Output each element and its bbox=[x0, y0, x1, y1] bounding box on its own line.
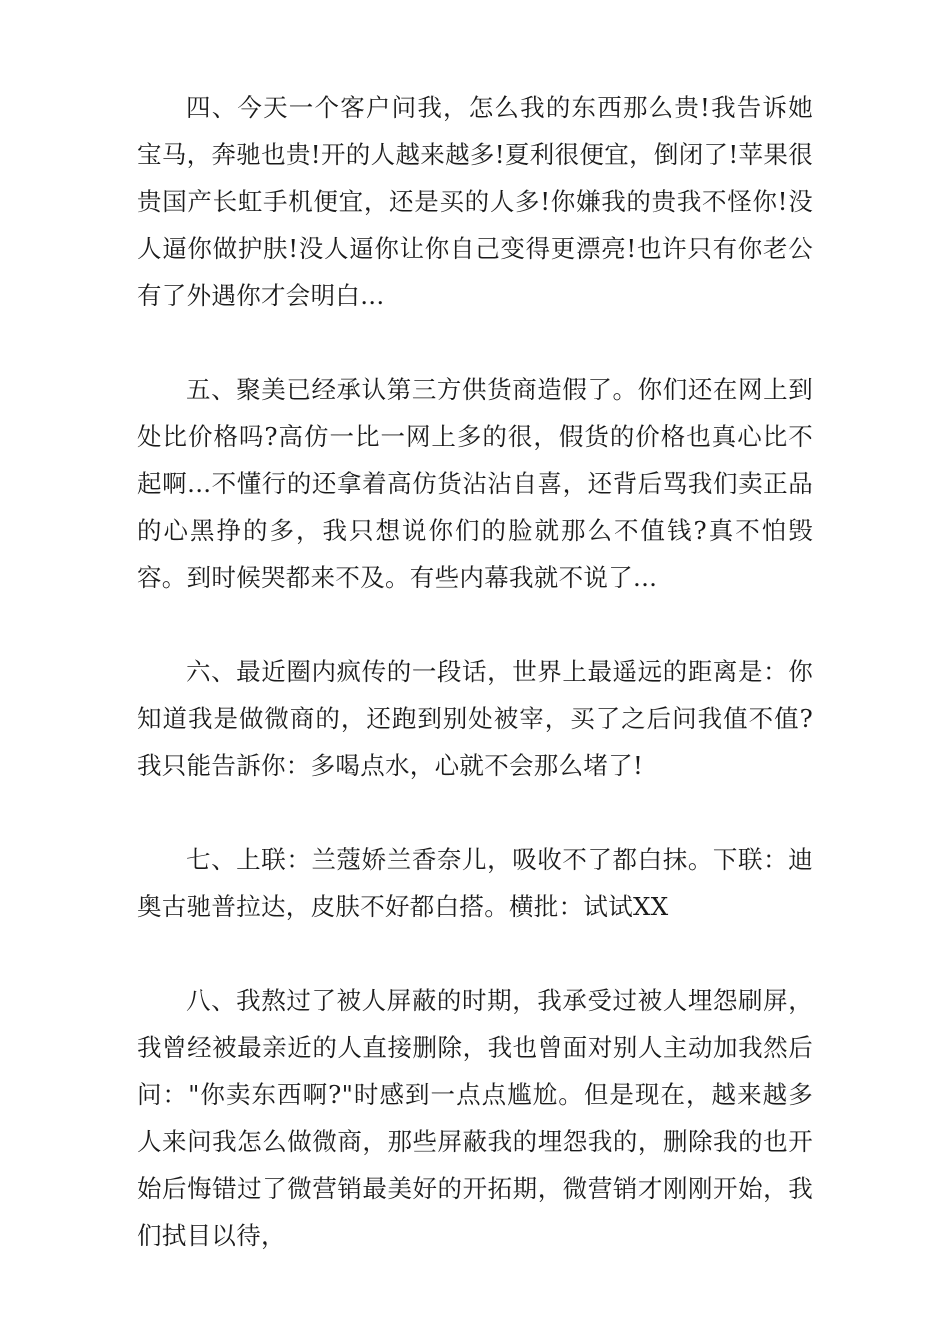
paragraph-7: 七、上联：兰蔻娇兰香奈儿，吸收不了都白抹。下联：迪奥古驰普拉达，皮肤不好都白搭。横批：试试XX bbox=[137, 845, 813, 921]
paragraph-8: 八、我熬过了被人屏蔽的时期，我承受过被人埋怨刷屏，我曾经被最亲近的人直接删除，我也曾面对别人主动加我然后问："你卖东西啊?"时感到一点点尴尬。但是现在，越来越多人来问我怎么做微商，那些屏蔽我的埋怨我的，删除我的也开始后悔错过了微营销最美好的开拓期，微营销才刚刚开始，我们拭目以待， bbox=[137, 986, 813, 1250]
paragraph-5: 五、聚美已经承认第三方供货商造假了。你们还在网上到处比价格吗?高仿一比一网上多的很，假货的价格也真心比不起啊...不懂行的还拿着高仿货沾沾自喜，还背后骂我们卖正品的心黑挣的多，我只想说你们的脸就那么不值钱?真不怕毁容。到时候哭都来不及。有些内幕我就不说了... bbox=[137, 375, 813, 592]
paragraph-6: 六、最近圈内疯传的一段话，世界上最遥远的距离是：你知道我是做微商的，还跑到别处被宰，买了之后问我值不值?我只能告訴你：多喝点水，心就不会那么堵了! bbox=[137, 657, 813, 780]
paragraph-4: 四、今天一个客户问我，怎么我的东西那么贵!我告诉她宝马，奔驰也贵!开的人越来越多!夏利很便宜，倒闭了!苹果很贵国产长虹手机便宜，还是买的人多!你嫌我的贵我不怪你!没人逼你做护肤!没人逼你让你自己变得更漂亮!也许只有你老公有了外遇你才会明白... bbox=[137, 93, 813, 310]
document-body bbox=[137, 84, 813, 1259]
